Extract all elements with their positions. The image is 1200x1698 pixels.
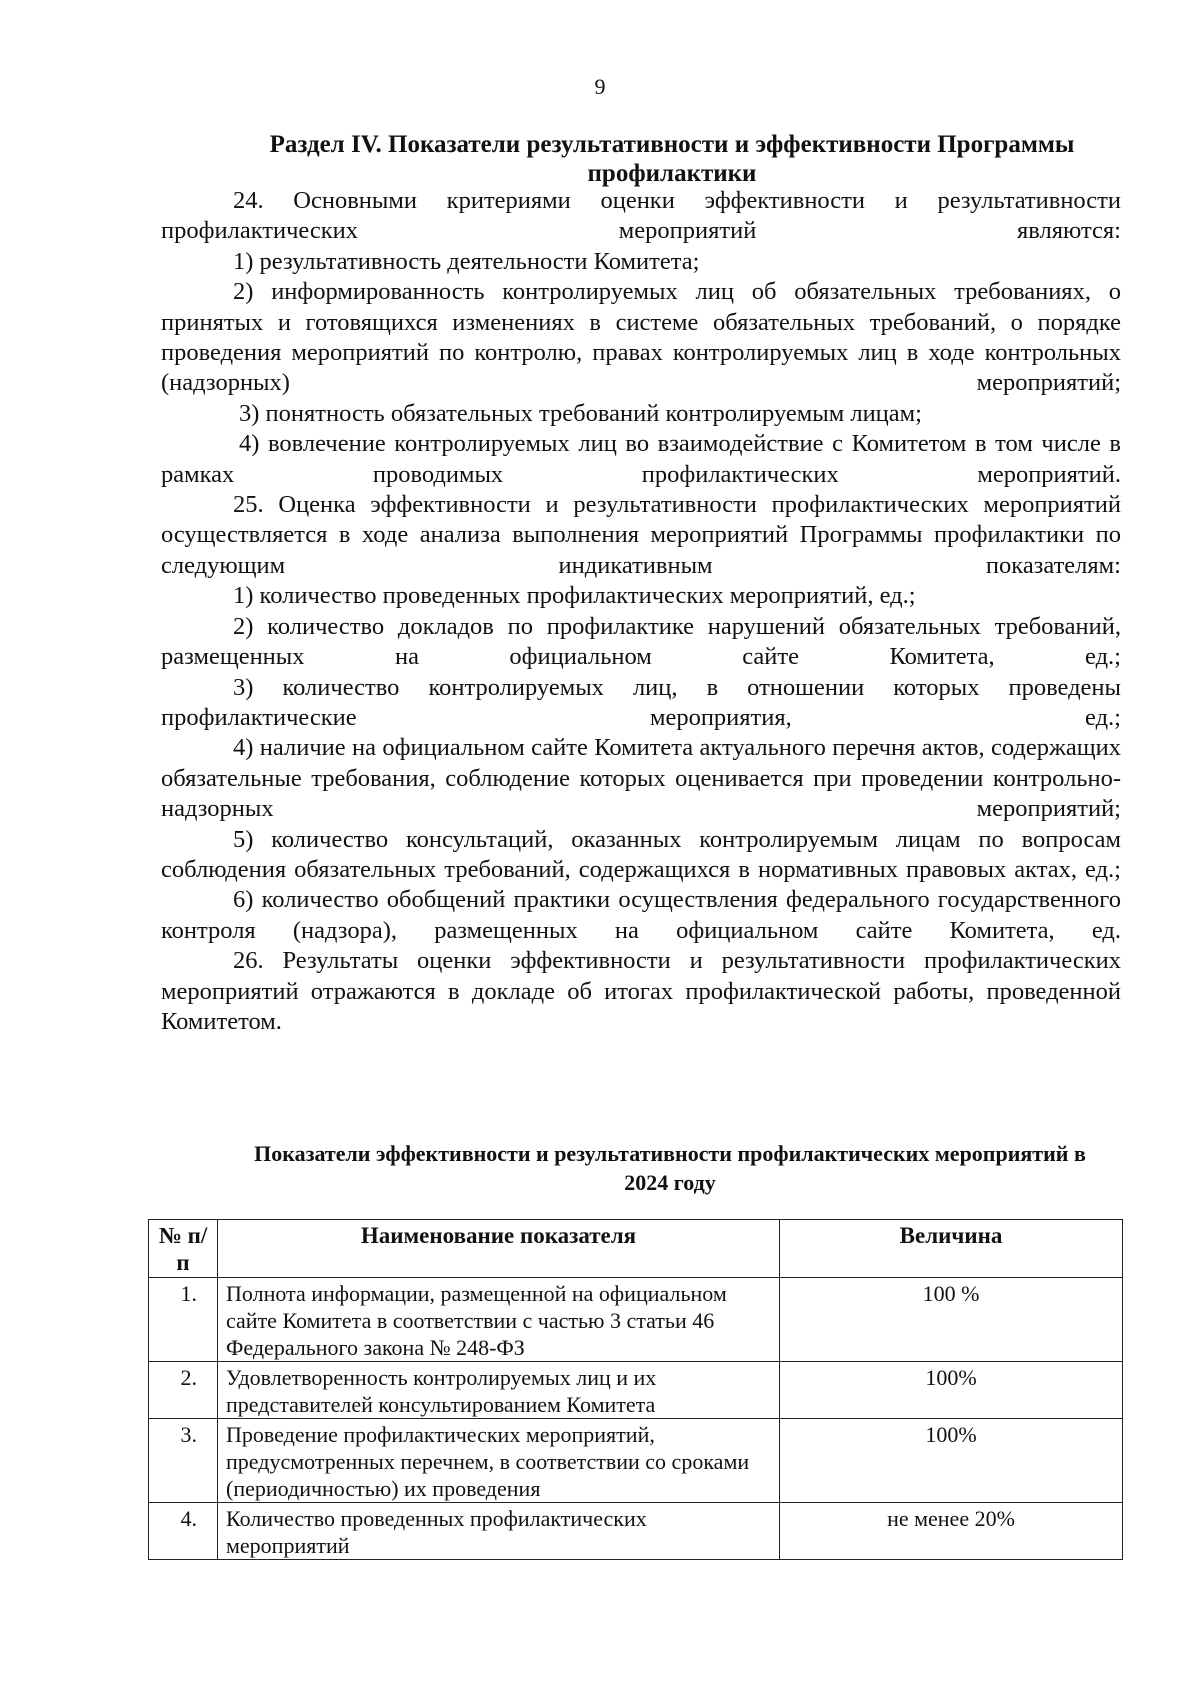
- table-row: [149, 1503, 1123, 1560]
- table-header-row: [149, 1220, 1123, 1278]
- paragraph-26: 26. Результаты оценки эффективности и результативности профилактических мероприятий отражаются в докладе об итогах профилактической работы, проведенной Комитетом.: [161, 947, 1121, 1035]
- criterion-1: 1) результативность деятельности Комитета;: [233, 247, 700, 275]
- row-value: не менее 20%: [780, 1503, 1123, 1560]
- page-number: 9: [594, 74, 606, 99]
- table-title: Показатели эффективности и результативности профилактических мероприятий в 2024 году: [254, 1141, 1086, 1195]
- document-body: [161, 186, 1121, 1037]
- row-num-text: 2.: [180, 1365, 197, 1390]
- row-num: [149, 1278, 218, 1362]
- paragraph-24: 24. Основными критериями оценки эффективности и результативности профилактических мероприятий являются:: [161, 187, 1121, 245]
- header-num: № п/п: [149, 1220, 218, 1278]
- table-row: [149, 1419, 1123, 1503]
- criterion-3: 3) понятность обязательных требований контролируемым лицам;: [239, 399, 922, 427]
- row-name: Проведение профилактических мероприятий, предусмотренных перечнем, в соответствии со сроками (периодичностью) их проведения: [218, 1419, 780, 1503]
- row-name: Количество проведенных профилактических мероприятий: [218, 1503, 780, 1560]
- row-num-text: 4.: [180, 1506, 197, 1531]
- indicator-1: 1) количество проведенных профилактических мероприятий, ед.;: [233, 582, 916, 610]
- indicator-2: 2) количество докладов по профилактике нарушений обязательных требований, размещенных на официальном сайте Комитета, ед.;: [161, 612, 1121, 671]
- table-row: [149, 1278, 1123, 1362]
- table-row: [149, 1362, 1123, 1419]
- row-num: [149, 1419, 218, 1503]
- row-num: [149, 1362, 218, 1419]
- indicators-table: [148, 1219, 1123, 1560]
- row-value: 100 %: [780, 1278, 1123, 1362]
- indicator-6: 6) количество обобщений практики осуществления федерального государственного контроля (надзора), размещенных на официальном сайте Комитета, ед.: [161, 886, 1121, 944]
- criterion-2: 2) информированность контролируемых лиц об обязательных требованиях, о принятых и готовящихся изменениях в системе обязательных требований, о порядке проведения мероприятий по контролю, правах контролируемых лиц в ходе контрольных (надзорных) мероприятий;: [161, 278, 1121, 397]
- row-num: [149, 1503, 218, 1560]
- paragraph-25: 25. Оценка эффективности и результативности профилактических мероприятий осуществляется в ходе анализа выполнения мероприятий Программы профилактики по следующим индикативным показателям:: [161, 491, 1121, 579]
- header-value: Величина: [780, 1220, 1123, 1278]
- row-num-text: 3.: [180, 1422, 197, 1447]
- criterion-4: 4) вовлечение контролируемых лиц во взаимодействие с Комитетом в том числе в рамках проводимых профилактических мероприятий.: [161, 430, 1121, 488]
- indicator-3: 3) количество контролируемых лиц, в отношении которых проведены профилактические мероприятия, ед.;: [161, 673, 1121, 731]
- row-value: 100%: [780, 1362, 1123, 1419]
- row-name: Удовлетворенность контролируемых лиц и их представителей консультированием Комитета: [218, 1362, 780, 1419]
- row-name: Полнота информации, размещенной на официальном сайте Комитета в соответствии с частью 3 статьи 46 Федерального закона № 248-ФЗ: [218, 1278, 780, 1362]
- indicator-4: 4) наличие на официальном сайте Комитета актуального перечня актов, содержащих обязательные требования, соблюдение которых оценивается при проведении контрольно-надзорных мероприятий;: [161, 734, 1121, 823]
- indicator-5: 5) количество консультаций, оказанных контролируемым лицам по вопросам соблюдения обязательных требований, содержащихся в нормативных правовых актах, ед.;: [161, 825, 1121, 883]
- row-num-text: 1.: [180, 1281, 197, 1306]
- row-value: 100%: [780, 1419, 1123, 1503]
- section-heading: Раздел IV. Показатели результативности и эффективности Программы профилактики: [269, 131, 1075, 187]
- header-name: Наименование показателя: [218, 1220, 780, 1278]
